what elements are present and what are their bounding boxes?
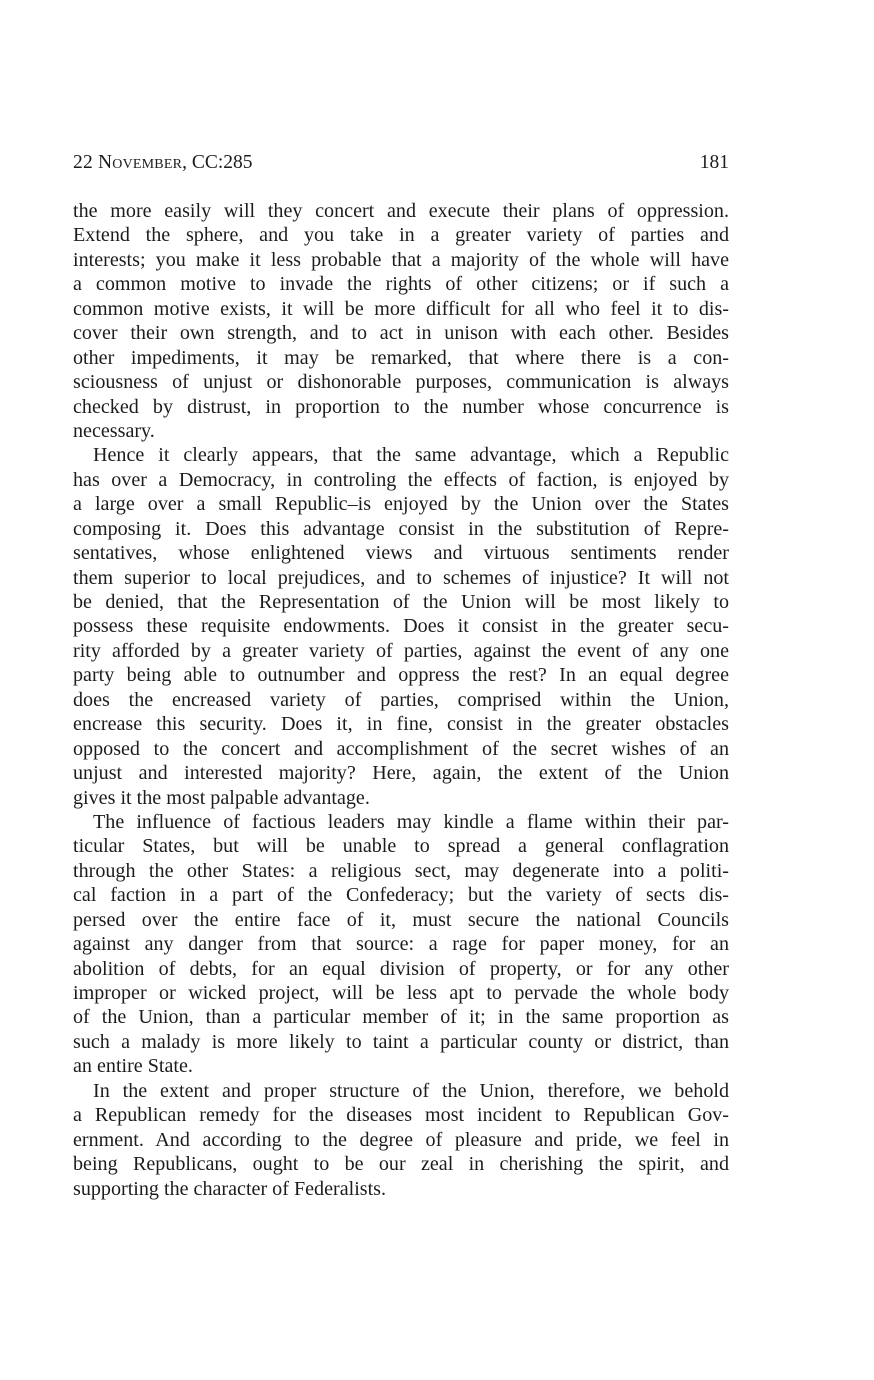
text-line: interests; you make it less probable that a majority of the whole will have xyxy=(73,248,729,271)
text-line: an entire State. xyxy=(73,1055,193,1078)
running-head-date: 22 November xyxy=(73,152,183,173)
text-line: sentatives, whose enlightened views and virtuous sentiments render xyxy=(73,542,729,565)
paragraph-continuation xyxy=(73,199,729,443)
text-line: necessary. xyxy=(73,419,155,442)
text-line: common motive exists, it will be more difficult for all who feel it to dis- xyxy=(73,297,729,320)
text-line: such a malady is more likely to taint a particular county or district, than xyxy=(73,1030,729,1053)
text-line: through the other States: a religious sect, may degenerate into a politi- xyxy=(73,859,729,882)
text-line: sciousness of unjust or dishonorable purposes, communication is always xyxy=(73,371,729,394)
text-line: The influence of factious leaders may kindle a flame within their par- xyxy=(93,810,729,833)
text-line: composing it. Does this advantage consist in the substitution of Repre- xyxy=(73,517,729,540)
body-text xyxy=(73,199,729,1201)
text-line: persed over the entire face of it, must secure the national Councils xyxy=(73,908,729,931)
text-line: cal faction in a part of the Confederacy; but the variety of sects dis- xyxy=(73,884,729,907)
running-head-separator: , xyxy=(182,152,192,173)
text-line: a large over a small Republic–is enjoyed by the Union over the States xyxy=(73,493,729,516)
text-line: being Republicans, ought to be our zeal in cherishing the spirit, and xyxy=(73,1153,729,1176)
text-line: a common motive to invade the rights of other citizens; or if such a xyxy=(73,273,729,296)
text-line: rity afforded by a greater variety of parties, against the event of any one xyxy=(73,639,729,662)
text-line: encrease this security. Does it, in fine, consist in the greater obstacles xyxy=(73,713,729,736)
text-line: Hence it clearly appears, that the same advantage, which a Republic xyxy=(93,444,729,467)
paragraph-influence xyxy=(73,810,729,1079)
text-line: against any danger from that source: a rage for paper money, for an xyxy=(73,933,729,956)
text-line: a Republican remedy for the diseases most incident to Republican Gov- xyxy=(73,1104,729,1127)
text-line: ernment. And according to the degree of pleasure and pride, we feel in xyxy=(73,1128,729,1151)
text-line: checked by distrust, in proportion to the number whose concurrence is xyxy=(73,395,729,418)
running-head xyxy=(73,148,729,178)
text-line: In the extent and proper structure of the Union, therefore, we behold xyxy=(93,1079,729,1102)
text-line: unjust and interested majority? Here, again, the extent of the Union xyxy=(73,762,729,785)
text-line: Extend the sphere, and you take in a greater variety of parties and xyxy=(73,224,729,247)
text-line: opposed to the concert and accomplishment of the secret wishes of an xyxy=(73,737,729,760)
text-line: does the encreased variety of parties, comprised within the Union, xyxy=(73,688,729,711)
text-line: ticular States, but will be unable to spread a general conflagration xyxy=(73,835,729,858)
text-line: possess these requisite endowments. Does it consist in the greater secu- xyxy=(73,615,729,638)
text-line: party being able to outnumber and oppress the rest? In an equal degree xyxy=(73,664,729,687)
text-line: them superior to local prejudices, and to schemes of injustice? It will not xyxy=(73,566,729,589)
text-line: the more easily will they concert and execute their plans of oppression. xyxy=(73,200,729,222)
running-head-document-number: CC:285 xyxy=(191,152,253,173)
text-line: has over a Democracy, in controling the effects of faction, is enjoyed by xyxy=(73,468,729,491)
paragraph-hence xyxy=(73,443,729,810)
text-line: of the Union, than a particular member of it; in the same proportion as xyxy=(73,1006,729,1029)
text-line: gives it the most palpable advantage. xyxy=(73,786,370,809)
text-line: improper or wicked project, will be less apt to pervade the whole body xyxy=(73,982,729,1004)
text-line: other impediments, it may be remarked, that where there is a con- xyxy=(73,346,729,369)
text-line: abolition of debts, for an equal division of property, or for any other xyxy=(73,957,729,980)
running-head-citation xyxy=(73,148,253,178)
page-number: 181 xyxy=(699,152,729,173)
paragraph-conclusion xyxy=(73,1079,729,1201)
text-line: cover their own strength, and to act in unison with each other. Besides xyxy=(73,322,729,345)
text-line: be denied, that the Representation of the Union will be most likely to xyxy=(73,591,729,613)
text-line: supporting the character of Federalists. xyxy=(73,1177,387,1200)
